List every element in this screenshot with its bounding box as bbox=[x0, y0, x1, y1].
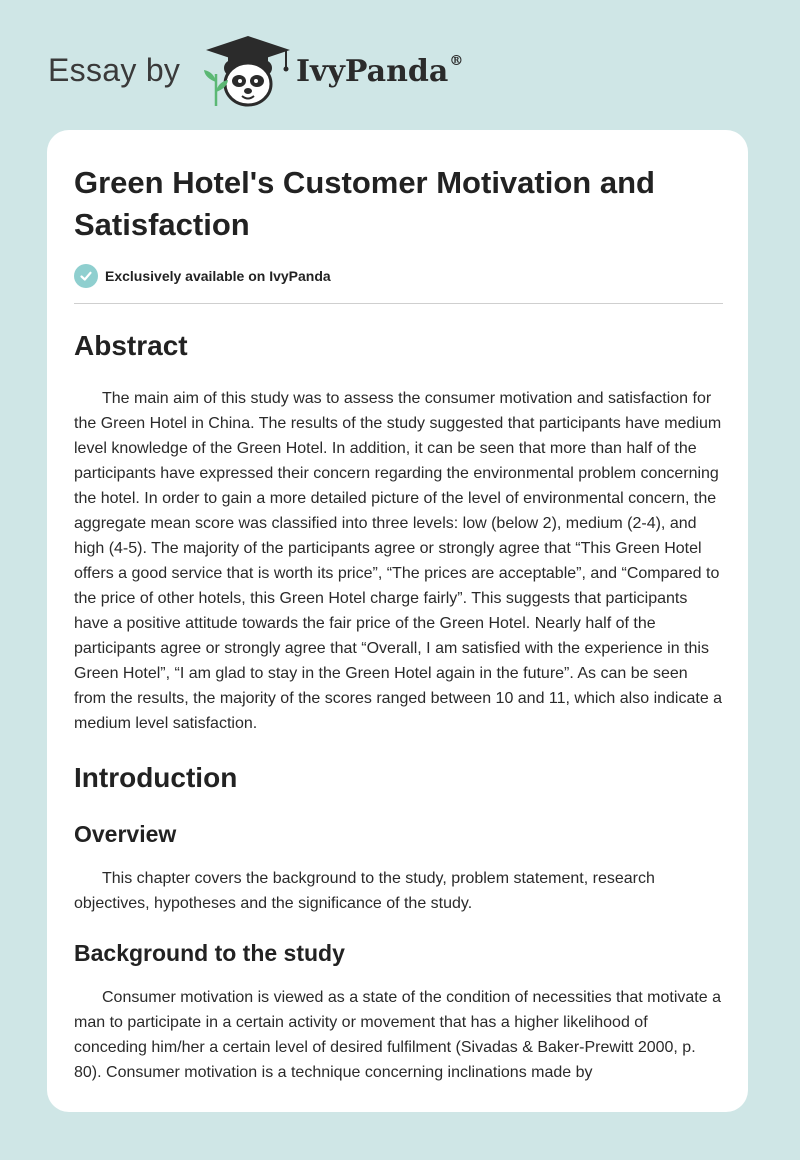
panda-logo-icon[interactable] bbox=[202, 34, 294, 110]
essay-by-label: Essay by bbox=[48, 52, 181, 88]
abstract-heading: Abstract bbox=[74, 330, 188, 361]
brand-name[interactable]: IvyPanda® bbox=[296, 53, 464, 89]
essay-card bbox=[47, 130, 748, 1112]
overview-paragraph: This chapter covers the background to the study, problem statement, research objectives, hypotheses and the significance of the study. bbox=[74, 870, 655, 912]
overview-heading: Overview bbox=[74, 821, 177, 847]
exclusive-badge-text: Exclusively available on IvyPanda bbox=[105, 268, 331, 284]
title-divider bbox=[74, 303, 723, 304]
exclusive-badge bbox=[74, 263, 331, 289]
background-heading: Background to the study bbox=[74, 940, 345, 966]
site-header bbox=[48, 30, 508, 110]
check-circle-icon bbox=[74, 264, 98, 288]
introduction-heading: Introduction bbox=[74, 762, 238, 793]
abstract-paragraph: The main aim of this study was to assess the consumer motivation and satisfaction for the Green Hotel in China. The results of the study suggested that participants have medium level knowledge of the Green Hotel. In addition, it can be seen that more than half of the participants have expressed their concern regarding the environmental problem concerning the hotel. In order to gain a more detailed picture of the level of environmental concern, the aggregate mean score was classified into three levels: low (below 2), medium (2-4), and high (4-5). The majority of the participants agree or strongly agree that “This Green Hotel offers a good service that is worth its price”, “The prices are acceptable”, and “Compared to the price of other hotels, this Green Hotel charge fairly”. This suggests that participants have a positive attitude towards the fair price of the Green Hotel. Nearly half of the participants agree or strongly agree that “Overall, I am satisfied with the experience in this Green Hotel”, “I am glad to stay in the Green Hotel again in the future”. As can be seen from the results, the majority of the scores ranged between 10 and 11, which also indicate a medium level satisfaction. bbox=[74, 390, 723, 732]
background-paragraph: Consumer motivation is viewed as a state of the condition of necessities that motivate a man to participate in a certain activity or movement that has a higher likelihood of conceding him/her a certain level of desired fulfilment (Sivadas & Baker-Prewitt 2000, p. 80). Consumer motivation is a technique concerning inclinations made by bbox=[74, 989, 721, 1081]
essay-body bbox=[74, 320, 723, 1085]
registered-mark: ® bbox=[449, 53, 464, 69]
essay-title: Green Hotel's Customer Motivation and Satisfaction bbox=[74, 165, 655, 242]
